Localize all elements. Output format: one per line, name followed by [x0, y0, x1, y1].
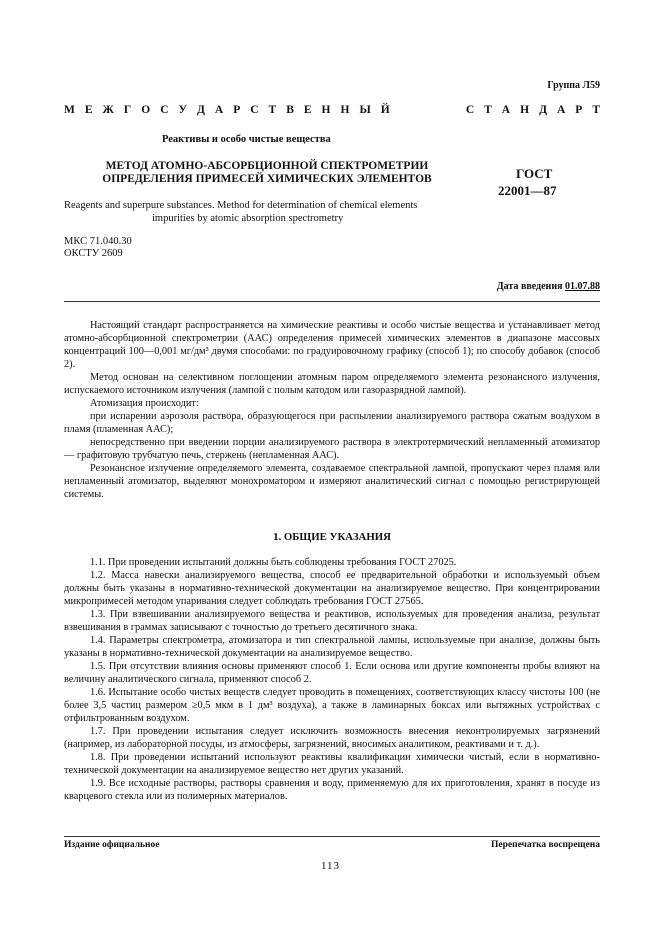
header-letter: Т — [484, 104, 492, 116]
header-letter: Р — [233, 104, 241, 116]
intro-text — [64, 319, 600, 501]
section-paragraph: 1.2. Масса навески анализируемого вещества, способ ее предварительной обработки и используемый объем должны быть указаны в нормативно-технической документации на анализируемое вещество. При концентрировании микропримесей методом упаривания следует соблюдать требования ГОСТ 27565. — [64, 570, 600, 607]
header-letter: Д — [196, 104, 205, 116]
section-paragraph: 1.9. Все исходные растворы, растворы сравнения и воду, применяемую для их приготовления, хранят в посуде из кварцевого стекла или из полимерных материалов. — [64, 778, 600, 802]
effective-date-label: Дата введения — [496, 281, 563, 292]
section-1-text — [64, 556, 600, 803]
header-letter: Е — [303, 104, 312, 116]
footer-official-edition: Издание официальное — [64, 840, 160, 850]
effective-date — [497, 281, 600, 292]
section-paragraph: 1.3. При взвешивании анализируемого вещества и реактивов, используемых для проведения анализа, результат взвешивания в граммах записывают с точностью до третьего десятичного знака. — [64, 609, 600, 633]
intro-paragraph: при испарении аэрозоля раствора, образующегося при распылении анализируемого раствора сжатым воздухом в пламя (пламенная ААС); — [64, 411, 600, 435]
section-paragraph: 1.8. При проведении испытаний используют реактивы квалификации химически чистый, если в нормативно-технической документации на анализируемое вещество нет других указаний. — [64, 752, 600, 776]
footer-reprint-notice: Перепечатка воспрещена — [490, 840, 600, 850]
header-letter: Ж — [102, 104, 114, 116]
header-letter: С — [160, 104, 169, 116]
header-letter: Н — [321, 104, 331, 116]
header-letter: Й — [380, 104, 390, 116]
english-title-line-1: Reagents and superpure substances. Method for determination of chemical elements — [64, 200, 418, 211]
header-letter: С — [250, 104, 259, 116]
header-letter: С — [465, 104, 475, 116]
okstu-code: ОКСТУ 2609 — [64, 248, 123, 259]
header-letter: А — [556, 104, 566, 116]
interstate-word — [64, 104, 390, 116]
document-subtitle: Реактивы и особо чистые вещества — [162, 134, 331, 145]
title-line-1: МЕТОД АТОМНО-АБСОРБЦИОННОЙ СПЕКТРОМЕТРИИ — [105, 160, 429, 172]
classification-codes — [64, 236, 132, 260]
effective-date-value: 01.07.88 — [565, 281, 600, 292]
section-paragraph: 1.5. При отсутствии влияния основы применяют способ 1. Если основа или другие компоненты пробы влияют на величину аналитического сигнала, применяют способ 2. — [64, 661, 600, 685]
header-letter: Ы — [359, 104, 371, 116]
header-divider — [64, 301, 600, 302]
header-letter: В — [286, 104, 294, 116]
gost-label: ГОСТ — [516, 166, 553, 181]
header-letter: Н — [520, 104, 530, 116]
intro-paragraph: Метод основан на селективном поглощении атомным паром определяемого элемента резонансного излучения, испускаемого источником излучения (лампой с полым катодом или газоразрядной лампой). — [64, 372, 600, 396]
header-letter: Е — [84, 104, 93, 116]
header-letter: Т — [268, 104, 277, 116]
gost-number — [498, 165, 557, 199]
section-1-heading: 1. ОБЩИЕ УКАЗАНИЯ — [273, 531, 391, 543]
header-letter: Н — [340, 104, 350, 116]
intro-paragraph: Резонансное излучение определяемого элемента, создаваемое спектральной лампой, пропускают через пламя или непламенный атомизатор, выделяют монохроматором и измеряют аналитический сигнал с помощью регистрирующей системы. — [64, 463, 600, 500]
header-letter: А — [501, 104, 511, 116]
section-paragraph: 1.6. Испытание особо чистых веществ следует проводить в помещениях, соответствующих классу чистоты 100 (не более 3,5 частиц размером ≥0,5 мкм в 1 дм³ воздуха), а также в ламинарных боксах или вытяжных устройствах с отфильтрованным воздухом. — [64, 687, 600, 724]
header-letter: О — [141, 104, 151, 116]
header-letter: Р — [575, 104, 583, 116]
header-letter: М — [64, 104, 75, 116]
interstate-standard-header — [64, 104, 600, 116]
section-paragraph: 1.4. Параметры спектрометра, атомизатора и тип спектральной лампы, используемые при анализе, должны быть указаны в нормативно-технической документации на анализируемое вещество. — [64, 635, 600, 659]
section-paragraph: 1.7. При проведении испытания следует исключить возможность внесения неконтролируемых загрязнений (например, из лабораторной посуды, из атмосферы, загрязнений, вносимых аналитиком, реактивами и т. д.). — [64, 726, 600, 750]
mks-code: МКС 71.040.30 — [64, 236, 132, 247]
section-paragraph: 1.1. При проведении испытаний должны быть соблюдены требования ГОСТ 27025. — [90, 557, 457, 568]
document-title — [72, 160, 462, 186]
page-number: 113 — [320, 860, 341, 872]
intro-paragraph: Настоящий стандарт распространяется на химические реактивы и особо чистые вещества и устанавливает метод атомно-абсорбционной спектрометрии (ААС) определения примесей химических элементов в диапазоне массовых концентраций 100—0,001 мг/дм³ двумя способами: по градуировочному графику (способ 1); по способу добавок (способ 2). — [64, 320, 600, 370]
header-letter: У — [178, 104, 187, 116]
footer-divider — [64, 836, 600, 837]
header-letter: Т — [592, 104, 600, 116]
header-letter: А — [214, 104, 224, 116]
header-letter: Г — [123, 104, 132, 116]
gost-code: 22001—87 — [498, 183, 557, 198]
english-title-line-2: impurities by atomic absorption spectrometry — [152, 213, 344, 224]
standard-word — [466, 104, 600, 116]
header-letter: Д — [539, 104, 547, 116]
title-line-2: ОПРЕДЕЛЕНИЯ ПРИМЕСЕЙ ХИМИЧЕСКИХ ЭЛЕМЕНТОВ — [102, 173, 432, 185]
intro-paragraph: Атомизация происходит: — [90, 398, 199, 409]
group-code: Группа Л59 — [547, 80, 600, 91]
intro-paragraph: непосредственно при введении порции анализируемого раствора в электротермический непламенный атомизатор — графитовую трубчатую печь, стержень (непламенная ААС). — [64, 437, 600, 461]
english-title — [64, 199, 484, 225]
